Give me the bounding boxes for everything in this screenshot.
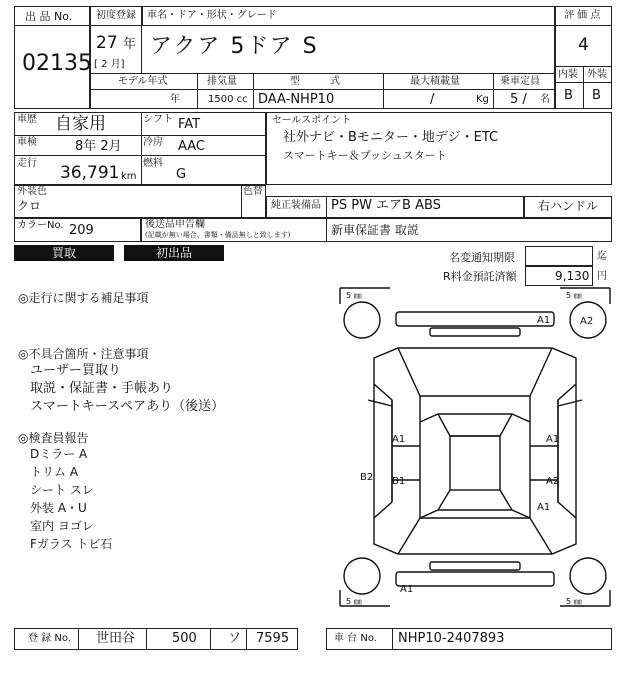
buy-badge: 買取: [14, 245, 114, 261]
lot-no: 02135: [22, 51, 92, 76]
reg-area: 世田谷: [96, 631, 136, 646]
damage-mark: A1: [400, 584, 414, 595]
ac: AAC: [178, 139, 205, 154]
first-reg-label: 初度登録: [96, 10, 136, 21]
tire-depth-label: 5 ㎜: [566, 597, 582, 606]
first-reg-year-unit: 年: [123, 37, 137, 52]
chassis-div: [392, 628, 393, 650]
model-year-label: モデル年式: [118, 76, 168, 87]
equipment: PS PW エアB ABS: [331, 198, 441, 213]
col-div-3: [383, 73, 384, 109]
defect-notes-title: ◎不具合箇所・注意事項: [18, 347, 149, 361]
history-label: 車歴: [17, 114, 37, 125]
defect-line: 取説・保証書・手帳あり: [30, 381, 174, 396]
int-ext-divider: [583, 66, 584, 109]
displacement: 1500 cc: [208, 94, 248, 105]
reg-kana: ソ: [228, 631, 242, 646]
color-no: 209: [69, 223, 94, 238]
mileage: 36,791: [60, 163, 120, 183]
car-name-label-cell: [142, 6, 555, 26]
max-load-label: 最大積載量: [410, 76, 460, 87]
capacity-unit: 名: [540, 94, 550, 105]
inspector-line: 外装 A・U: [30, 501, 87, 515]
color: クロ: [17, 199, 42, 213]
sales-point-1: 社外ナビ・Bモニター・地デジ・ETC: [283, 130, 499, 145]
ac-label: 冷房: [143, 137, 163, 148]
interior-score: B: [564, 88, 573, 103]
damage-mark: A1: [392, 434, 406, 445]
lot-no-label: 出 品 No.: [25, 10, 73, 23]
details-mid-divider: [141, 112, 142, 185]
color-no-label: カラーNo.: [17, 220, 64, 231]
fuel: G: [176, 167, 187, 182]
steering: 右ハンドル: [538, 199, 599, 213]
col-div-2: [253, 73, 254, 109]
tire-depth-label: 5 ㎜: [346, 597, 362, 606]
fuel-label: 燃料: [143, 158, 163, 169]
reg-div-3: [210, 628, 211, 650]
sales-point-2: スマートキー＆プッシュスタート: [283, 149, 447, 162]
mileage-unit: km: [121, 171, 137, 182]
max-load: /: [430, 92, 435, 107]
shift: FAT: [178, 117, 201, 132]
inspector-line: Fガラス トビ石: [30, 537, 113, 551]
recycle-value: 9,130: [555, 269, 590, 283]
defect-line: ユーザー買取り: [30, 363, 122, 378]
tire-depth-label: 5 ㎜: [346, 291, 362, 300]
reg-no-label: 登 録 No.: [28, 633, 71, 644]
recycle-label: R料金預託済額: [443, 270, 517, 283]
tire-depth-label: 5 ㎜: [566, 291, 582, 300]
type-value: DAA-NHP10: [258, 92, 335, 107]
reg-div-1: [78, 628, 79, 650]
repaint-divider: [241, 185, 242, 218]
details-row-1: [14, 112, 266, 136]
equipment-label: 純正装備品: [271, 200, 321, 211]
damage-mark: A2: [546, 476, 560, 487]
inspection: 8年 2月: [75, 139, 122, 154]
post-report: 新車保証書 取説: [331, 223, 419, 237]
damage-mark: B2: [360, 472, 374, 483]
post-report-sub: (記載が無い場合、書類・備品無しと致します): [145, 231, 291, 239]
color-label: 外装色: [17, 186, 47, 197]
name-change-value-box: [525, 246, 593, 266]
first-reg-year: 27: [96, 33, 118, 53]
damage-mark: A2: [580, 316, 594, 327]
post-report-divider: [326, 218, 327, 242]
car-name-label: 車名・ドア・形状・グレード: [147, 10, 277, 21]
damage-mark: A1: [546, 434, 560, 445]
car-name: アクア 5ドア S: [150, 34, 319, 59]
defect-line: スマートキースペアあり（後送）: [30, 399, 225, 414]
reg-div-4: [246, 628, 247, 650]
first-reg-month: [ 2 月]: [94, 59, 125, 70]
driving-notes-title: ◎走行に関する補足事項: [18, 291, 149, 305]
name-change-label: 名変通知期限: [449, 251, 515, 264]
inspection-label: 車検: [17, 137, 37, 148]
chassis-no: NHP10-2407893: [398, 631, 505, 646]
type-label: 型 式: [290, 76, 340, 87]
col-div-4: [493, 73, 494, 109]
color-box: [14, 185, 266, 218]
mileage-label: 走行: [17, 158, 37, 169]
inspector-line: トリム A: [30, 465, 79, 479]
inspector-line: Dミラー A: [30, 447, 88, 461]
reg-number: 7595: [256, 631, 290, 646]
sales-point-label: セールスポイント: [272, 115, 352, 126]
car-damage-diagram: [338, 286, 612, 608]
first-listing-badge: 初出品: [124, 245, 224, 261]
name-change-unit: 迄: [597, 251, 607, 262]
displacement-label: 排気量: [207, 76, 237, 87]
repaint-label: 色替: [243, 186, 263, 197]
damage-mark: B1: [392, 476, 406, 487]
shift-label: シフト: [143, 114, 173, 125]
equipment-divider: [326, 196, 327, 218]
exterior-score: B: [592, 88, 601, 103]
post-report-label: 後送品申告欄: [145, 219, 205, 230]
inspector-notes-title: ◎検査員報告: [18, 431, 89, 445]
exterior-label: 外装: [587, 69, 607, 80]
inspector-line: 室内 ヨゴレ: [30, 519, 94, 533]
damage-mark: A1: [537, 502, 551, 513]
recycle-unit: 円: [597, 271, 607, 282]
damage-mark: A1: [537, 315, 551, 326]
score: 4: [578, 35, 589, 55]
capacity: 5 /: [510, 92, 527, 107]
col-div-1: [197, 73, 198, 109]
interior-label: 内装: [558, 69, 578, 80]
model-year-unit: 年: [170, 94, 180, 105]
reg-div-2: [146, 628, 147, 650]
reg-class: 500: [172, 631, 197, 646]
details-row-2: [14, 135, 266, 156]
chassis-label: 車 台 No.: [334, 633, 377, 644]
inspector-line: シート スレ: [30, 483, 94, 497]
max-load-unit: Kg: [476, 94, 489, 105]
score-label: 評 価 点: [564, 10, 601, 21]
history: 自家用: [55, 114, 106, 134]
capacity-label: 乗車定員: [500, 76, 540, 87]
